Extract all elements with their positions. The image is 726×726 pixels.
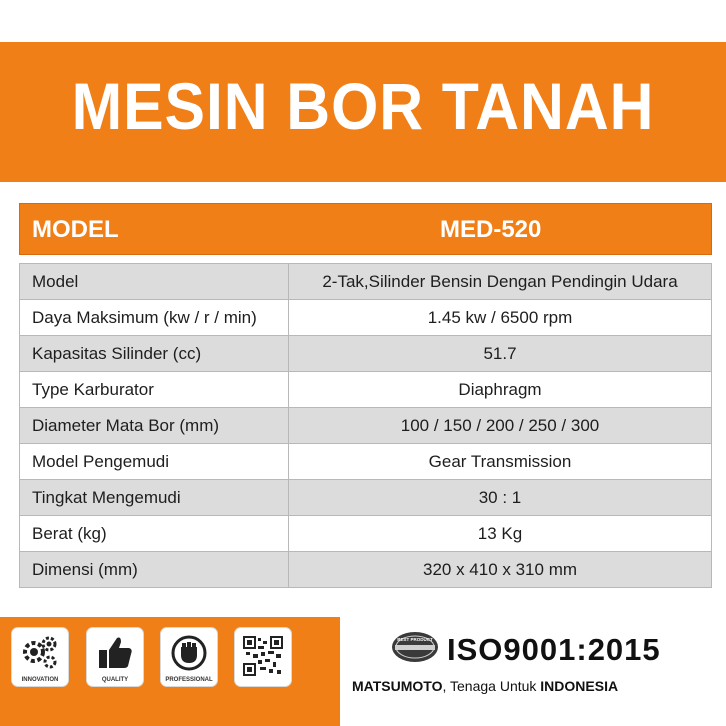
- innovation-badge: [12, 628, 68, 686]
- spec-row: [20, 408, 712, 444]
- spec-row: [20, 264, 712, 300]
- spec-value: 30 : 1: [289, 480, 712, 516]
- spec-key: Berat (kg): [20, 516, 289, 552]
- brand-name: MATSUMOTO: [352, 678, 443, 694]
- spec-row: [20, 336, 712, 372]
- best-product-seal-icon: [391, 630, 439, 664]
- spec-value: 100 / 150 / 200 / 250 / 300: [289, 408, 712, 444]
- page-title: MESIN BOR TANAH: [71, 69, 655, 143]
- spec-value: 51.7: [289, 336, 712, 372]
- spec-key: Model Pengemudi: [20, 444, 289, 480]
- badge-caption: QUALITY: [101, 677, 129, 683]
- spec-key: Model: [20, 264, 289, 300]
- fist-icon: [169, 634, 209, 672]
- spec-table: [19, 263, 712, 588]
- spec-row: [20, 516, 712, 552]
- qr-badge: [235, 628, 291, 686]
- iso-certification: ISO9001:2015: [447, 632, 661, 667]
- seal-text: BEST PRODUCT: [397, 637, 433, 642]
- spec-key: Tingkat Mengemudi: [20, 480, 289, 516]
- spec-key: Kapasitas Silinder (cc): [20, 336, 289, 372]
- spec-value: Diaphragm: [289, 372, 712, 408]
- quality-badge: [87, 628, 143, 686]
- spec-value: 1.45 kw / 6500 rpm: [289, 300, 712, 336]
- professional-badge: [161, 628, 217, 686]
- spec-row: [20, 552, 712, 588]
- tagline: [352, 678, 618, 694]
- spec-value: 320 x 410 x 310 mm: [289, 552, 712, 588]
- model-header-value: MED-520: [440, 216, 542, 243]
- badge-caption: PROFESSIONAL: [165, 677, 213, 683]
- spec-value: 2-Tak,Silinder Bensin Dengan Pendingin Udara: [289, 264, 712, 300]
- spec-value: 13 Kg: [289, 516, 712, 552]
- spec-key: Dimensi (mm): [20, 552, 289, 588]
- qr-code-icon: [243, 634, 283, 678]
- tagline-country: INDONESIA: [540, 678, 619, 694]
- spec-row: [20, 444, 712, 480]
- spec-row: [20, 372, 712, 408]
- spec-key: Diameter Mata Bor (mm): [20, 408, 289, 444]
- spec-row: [20, 480, 712, 516]
- thumbs-up-icon: [95, 634, 135, 672]
- spec-value: Gear Transmission: [289, 444, 712, 480]
- spec-key: Type Karburator: [20, 372, 289, 408]
- spec-row: [20, 300, 712, 336]
- gears-icon: [20, 634, 60, 672]
- model-header-bar: [19, 203, 712, 255]
- model-header-label: MODEL: [32, 216, 119, 243]
- tagline-middle: , Tenaga Untuk: [442, 678, 541, 694]
- badge-caption: INNOVATION: [21, 677, 59, 683]
- spec-sheet: [19, 203, 712, 588]
- spec-key: Daya Maksimum (kw / r / min): [20, 300, 289, 336]
